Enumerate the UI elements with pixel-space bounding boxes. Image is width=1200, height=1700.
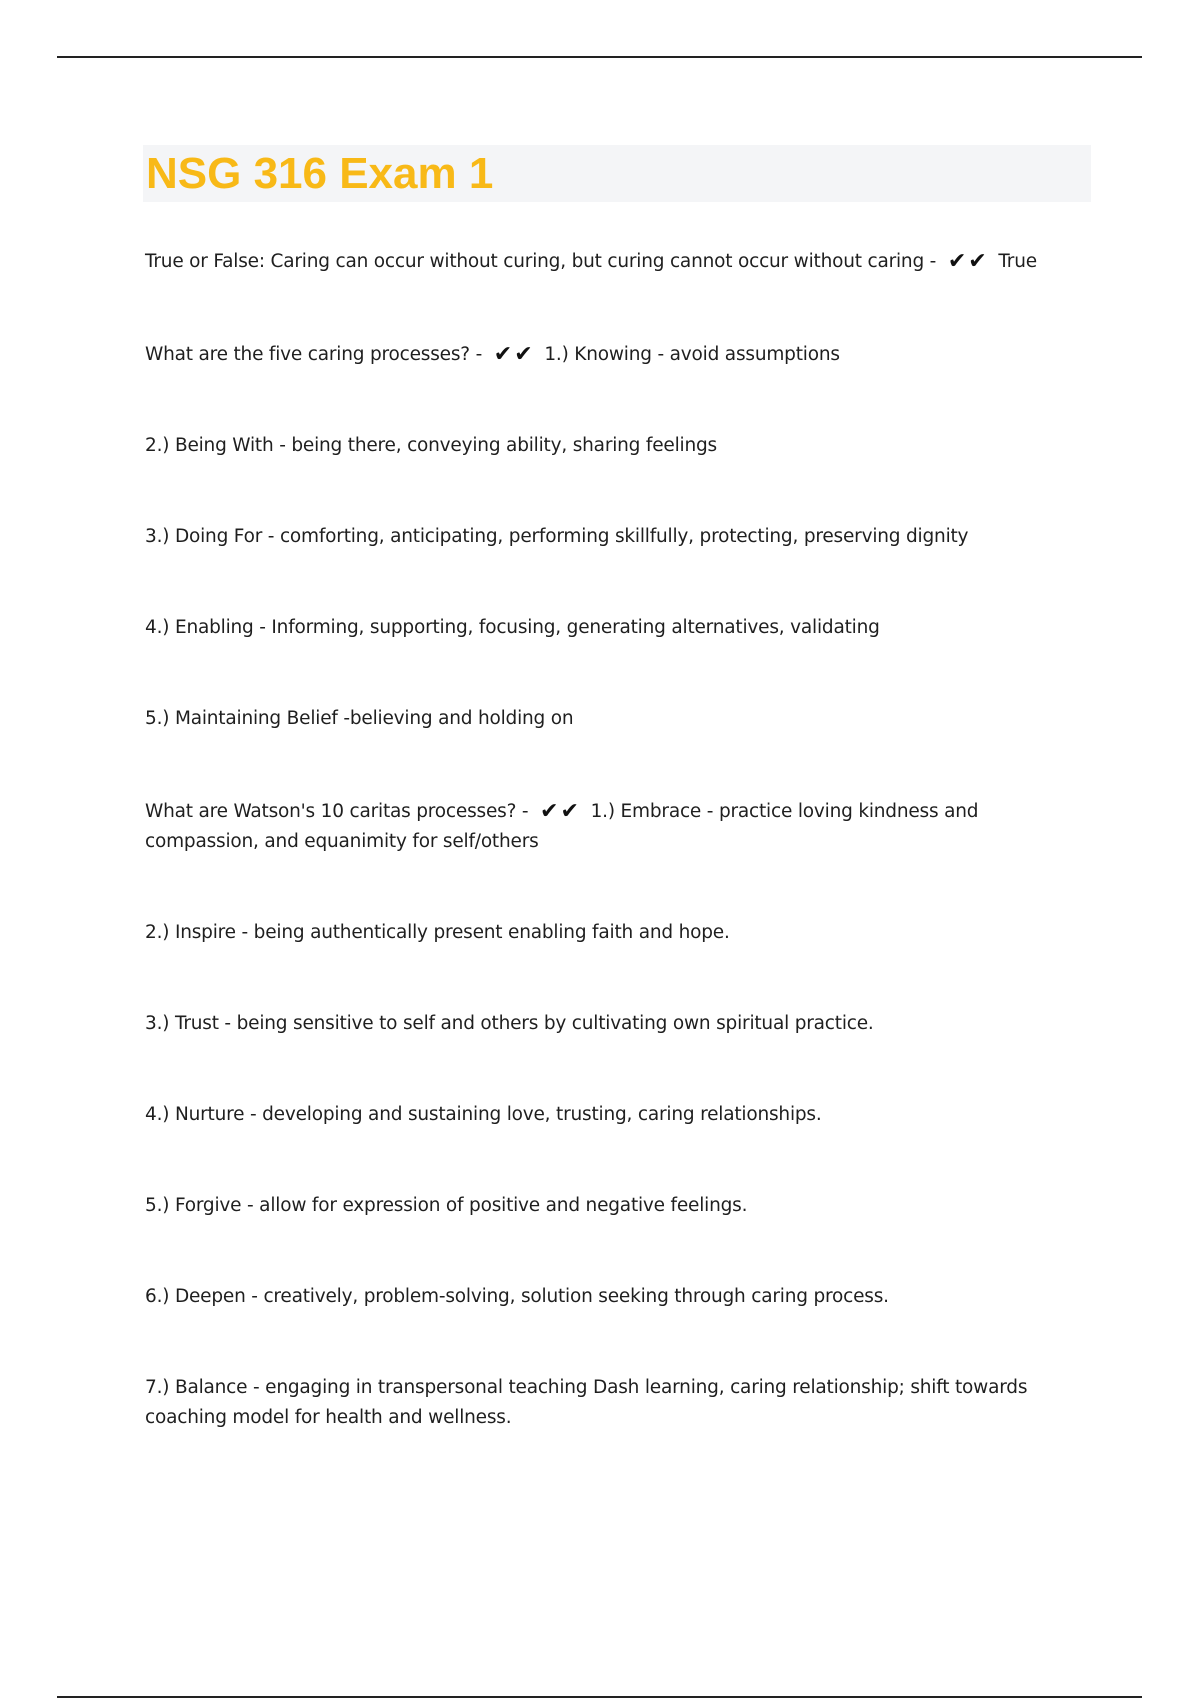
answer-line: 2.) Inspire - being authentically present enabling faith and hope. bbox=[145, 922, 730, 943]
double-check-icon: ✔✔ bbox=[540, 799, 581, 824]
answer-line: 4.) Enabling - Informing, supporting, focusing, generating alternatives, validating bbox=[145, 617, 880, 638]
document-title: NSG 316 Exam 1 bbox=[146, 149, 494, 198]
answer-line: 5.) Forgive - allow for expression of positive and negative feelings. bbox=[145, 1195, 748, 1216]
answer-line: 3.) Doing For - comforting, anticipating, performing skillfully, protecting, preserving dignity bbox=[145, 526, 969, 547]
question-text: True or False: Caring can occur without curing, but curing cannot occur without caring - bbox=[145, 251, 937, 272]
answer-text: True bbox=[998, 251, 1037, 272]
qa-item-2 bbox=[145, 340, 1095, 370]
top-rule bbox=[57, 56, 1142, 58]
answer-line: 7.) Balance - engaging in transpersonal teaching Dash learning, caring relationship; shift towards coaching model for health and wellness. bbox=[145, 1377, 1028, 1428]
qa-item-3 bbox=[145, 797, 1095, 857]
answer-text: 1.) Embrace - practice loving kindness and compassion, and equanimity for self/others bbox=[145, 801, 979, 852]
answer-line: 2.) Being With - being there, conveying ability, sharing feelings bbox=[145, 435, 717, 456]
answer-line: 3.) Trust - being sensitive to self and others by cultivating own spiritual practice. bbox=[145, 1013, 874, 1034]
question-text: What are the five caring processes? - bbox=[145, 344, 483, 365]
qa-item-1 bbox=[145, 247, 1095, 277]
answer-line: 5.) Maintaining Belief -believing and holding on bbox=[145, 708, 574, 729]
answer-text: 1.) Knowing - avoid assumptions bbox=[544, 344, 840, 365]
bottom-rule bbox=[57, 1696, 1142, 1698]
answer-line: 6.) Deepen - creatively, problem-solving, solution seeking through caring process. bbox=[145, 1286, 889, 1307]
answer-line: 4.) Nurture - developing and sustaining love, trusting, caring relationships. bbox=[145, 1104, 822, 1125]
double-check-icon: ✔✔ bbox=[947, 249, 989, 274]
double-check-icon: ✔✔ bbox=[493, 342, 535, 367]
question-text: What are Watson's 10 caritas processes? - bbox=[145, 801, 529, 822]
